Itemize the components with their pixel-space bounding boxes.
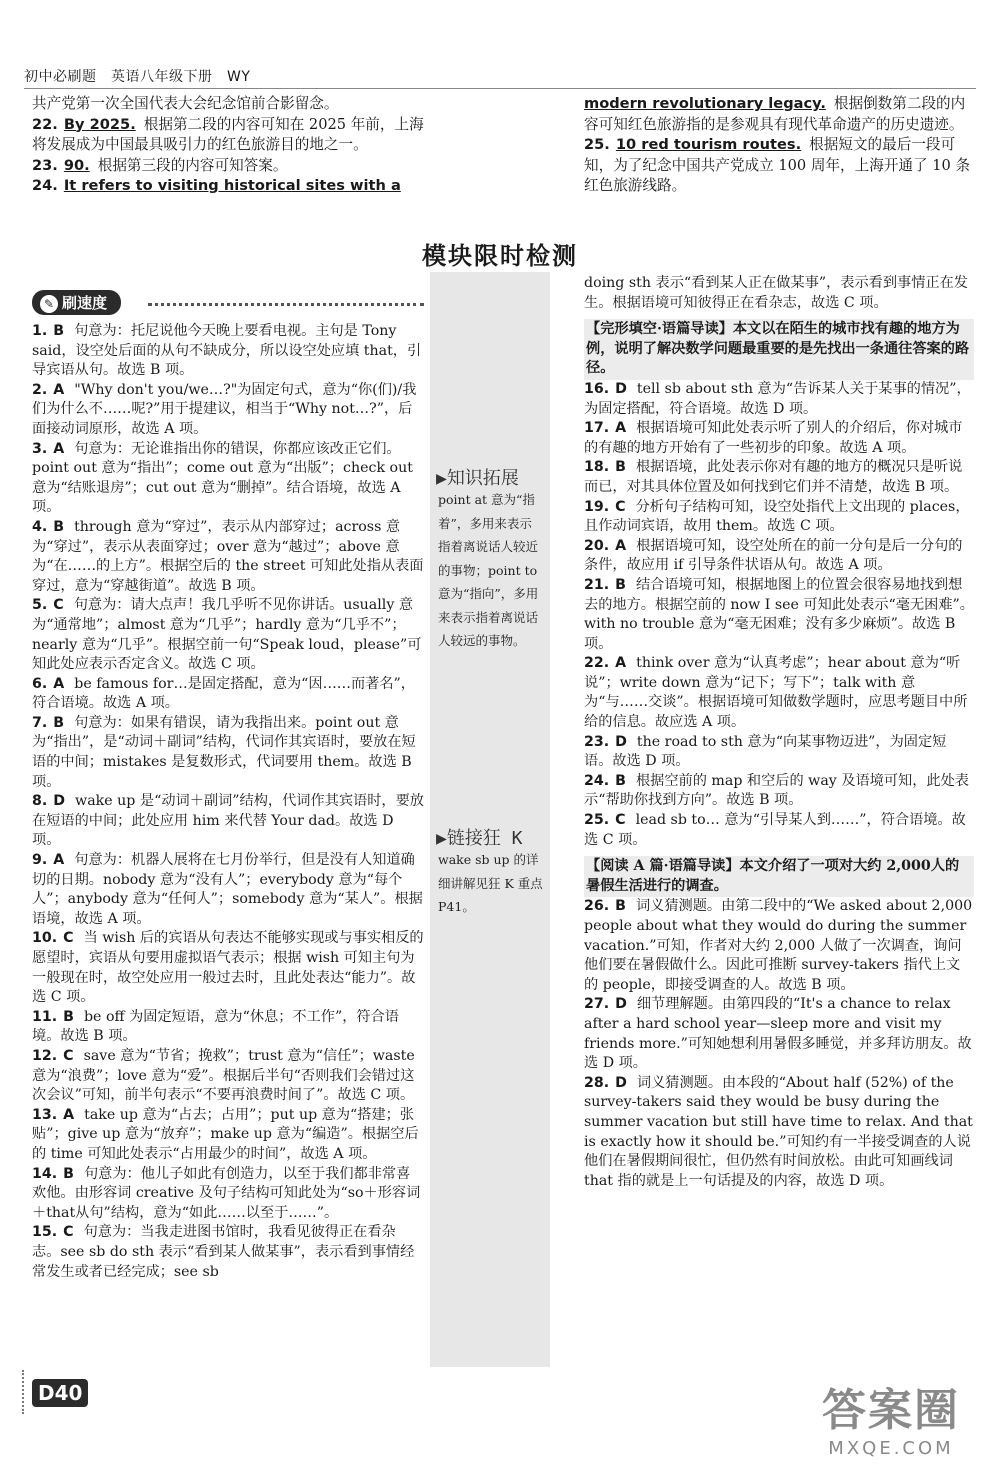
answer-explanation: lead sb to… 意为“引导某人到……”，符合语境。故选 C 项。 [584, 812, 966, 848]
item-number: 27. [584, 996, 610, 1013]
answer-explanation: 句意为：如果有错误，请为我指出来。point out 意为“指出”，是“动词＋副词”结构，代词作其宾语时，要放在短语的中间；mistakes 是复数形式，代词要用 them。故选 B 项。 [32, 714, 416, 790]
logo-text: 答案圈 [822, 1385, 960, 1436]
answer-text: 共产党第一次全国代表大会纪念馆前合影留念。 [32, 95, 339, 112]
answer-explanation: save 意为“节省；挽救”；trust 意为“信任”；waste 意为“浪费”；love 意为“爱”。根据后半句“否则我们会错过这次会议”可知，前半句表示“不要再浪费时间了”。故选 C 项。 [32, 1047, 415, 1104]
knowledge-text: point at 意为“指着”，多用来表示指着离说话人较近的事物；point to 意为“指向”，多用来表示指着离说话人较远的事物。 [438, 492, 539, 648]
answer-explanation: wake up 是“动词＋副词”结构，代词作其宾语时，要放在短语的中间；此处应用 him 来代替 Your dad。故选 D 项。 [32, 793, 424, 849]
answer-explanation: 根据语境可知此处表示听了别人的介绍后，你对城市的有趣的地方开始有了一些初步的印象。故选 A 项。 [584, 420, 963, 456]
answer-explanation: "Why don't you/we…?"为固定句式，意为“你(们)/我们为什么不……呢?”用于提建议，相当于“Why not…?”，后面接动词原形，故选 A 项。 [32, 381, 417, 437]
answer-letter: D [615, 380, 627, 397]
top-right-column [584, 94, 974, 197]
pill-label: 刷速度 [62, 294, 108, 312]
answer-explanation: take up 意为“占去；占用”；put up 意为“搭建；张贴”；give up 意为“放弃”；make up 意为“编造”。根据空后的 time 可知此处表示“占用最少的时间”，故选 A 项。 [32, 1106, 419, 1162]
item-number: 6. [32, 675, 48, 692]
answer-item [32, 714, 424, 792]
answer-item [32, 156, 424, 177]
answer-explanation: 句意为：机器人展将在七月份举行，但是没有人知道确切的日期。nobody 意为“没有人”；everybody 意为“每个人”；anybody 意为“任何人”；somebody 意为“某人”。根据语境，故选 A 项。 [32, 852, 423, 927]
answer-letter: C [53, 597, 64, 614]
item-number: 15. [32, 1224, 58, 1241]
answer-key: By 2025. [63, 115, 136, 133]
continued-text: doing sth 表示“看到某人正在做某事”，表示看到事情正在发生。根据语境可知彼得正在看杂志，故选 C 项。 [584, 275, 968, 311]
item-number: 8. [32, 793, 48, 810]
answer-text: 根据倒数第二段的内容可知红色旅游指的是参观具有现代革命遗产的历史遗迹。 [584, 95, 966, 133]
answer-item [584, 654, 974, 732]
answer-explanation: the road to sth 意为“向某事物迈进”，为固定短语。故选 D 项。 [584, 733, 947, 770]
answer-explanation: tell sb about sth 意为“告诉某人关于某事的情况”，为固定搭配，符合语境。故选 D 项。 [584, 380, 971, 417]
knowledge-heading: ▶知识拓展 [436, 468, 519, 489]
answer-letter: A [63, 1106, 75, 1123]
footer-marker [22, 1370, 30, 1414]
answer-explanation: 细节理解题。由第四段的“It's a chance to relax after a hard school year—sleep more and visit my friends more.”可知她想利用暑假多睡觉，并多拜访朋友。故选 D 项。 [584, 996, 972, 1072]
answer-item [32, 440, 424, 518]
item-number: 25. [584, 136, 610, 153]
item-number: 18. [584, 459, 610, 476]
item-number: 25. [584, 812, 610, 829]
item-number: 1. [32, 323, 48, 339]
answer-item [584, 772, 974, 811]
item-number: 28. [584, 1074, 610, 1091]
item-number: 21. [584, 576, 610, 593]
item-number: 2. [32, 381, 48, 398]
answer-letter: A [615, 420, 627, 437]
answer-letter: B [615, 772, 626, 789]
answer-letter: B [53, 714, 65, 731]
right-answers-column [584, 274, 974, 1191]
answer-item [32, 1047, 424, 1106]
reading-answers [584, 897, 974, 1191]
answer-explanation: 句意为：请大点声！我几乎听不见你讲话。usually 意为“通常地”；almost 意为“几乎”；hardly 意为“几乎不”；nearly 意为“几乎”。根据空前一句“Speak loud，please”可知此处应表示否定含义。故选 C 项。 [32, 597, 422, 673]
answer-letter: A [615, 537, 627, 554]
answer-item [584, 135, 974, 197]
item-number: 16. [584, 380, 610, 397]
answer-letter: A [53, 381, 65, 398]
answer-letter: C [63, 1047, 74, 1064]
dotted-divider [148, 303, 424, 306]
answer-item [32, 851, 424, 929]
item-number: 24. [32, 177, 58, 194]
answer-item [32, 381, 424, 440]
answer-item [584, 380, 974, 419]
answer-letter: D [615, 1074, 627, 1091]
answer-item [32, 1223, 424, 1282]
answer-item [32, 792, 424, 851]
answer-item [32, 929, 424, 1007]
answer-explanation: think over 意为“认真考虑”；hear about 意为“听说”；write down 意为“记下；写下”；talk with 意为“与……交谈”。根据语境可知做数学题时，应思考题目中所给的信息。故应选 A 项。 [584, 655, 968, 731]
answer-key: 10 red tourism routes. [615, 136, 802, 153]
answer-explanation: 当 wish 后的宾语从句表达不能够实现或与事实相反的愿望时，宾语从句要用虚拟语气表示；根据 wish 可知主句为一般现在时，故空处应用一般过去时，且此处表达“能力”。故选 C 项。 [32, 930, 424, 1006]
answer-letter: B [53, 518, 65, 535]
item-number: 7. [32, 714, 48, 731]
item-number: 19. [584, 498, 610, 515]
answer-item [584, 811, 974, 850]
answer-explanation: 结合语境可知，根据地图上的位置会很容易地找到想去的地方。根据空前的 now I see 可知此处表示“毫无困难”。with no trouble 意为“毫无困难；没有多少麻烦”。故选 B 项。 [584, 576, 974, 652]
item-number: 9. [32, 852, 48, 869]
section-title: 模块限时检测 [422, 242, 578, 270]
answer-explanation: 词义猜测题。由第二段中的“We asked about 2,000 people about what they would do during the summer vacation.”可知，作者对大约 2,000 人做了一次调查，询问他们要在暑假做什么。因此可推断 survey-takers 指代上文的 people，即接受调查的人。故选 B 项。 [584, 898, 973, 993]
answer-item [584, 995, 974, 1073]
link-text: wake sb up 的详细讲解见狂 K 重点P41。 [438, 852, 543, 914]
answer-item [32, 176, 424, 197]
item-number: 22. [32, 115, 58, 133]
answer-explanation: be off 为固定短语，意为“休息；不工作”，符合语境。故选 B 项。 [32, 1008, 399, 1045]
item-number: 12. [32, 1047, 58, 1064]
item-number: 22. [584, 655, 610, 672]
item-number: 13. [32, 1106, 58, 1123]
answer-letter: B [63, 1008, 74, 1025]
answer-explanation: 根据语境可知，设空处所在的前一分句是后一分句的条件，故应用 if 引导条件状语从句。故选 A 项。 [584, 537, 963, 574]
item-number: 17. [584, 420, 610, 437]
answer-item [32, 94, 424, 115]
answer-key: It refers to visiting historical sites with a [63, 177, 401, 194]
answer-text: 根据短文的最后一段可知，为了纪念中国共产党成立 100 周年，上海开通了 10 条红色旅游线路。 [584, 136, 971, 194]
answer-letter: B [615, 898, 626, 915]
answer-letter: C [63, 930, 74, 947]
answer-letter: A [53, 852, 65, 869]
answer-item [584, 1074, 974, 1192]
side-notes-panel [430, 272, 550, 1367]
answer-letter: B [53, 323, 65, 339]
answer-item [584, 537, 974, 576]
answer-explanation: be famous for…是固定搭配，意为“因……而著名”，符合语境。故选 A 项。 [32, 675, 415, 712]
top-left-column [32, 94, 424, 197]
left-answers-column [32, 322, 424, 1282]
cloze-guide-box: 【完形填空·语篇导读】本文以在陌生的城市找有趣的地方为例，说明了解决数学问题最重要的是先找出一条通往答案的路径。 [584, 319, 974, 380]
speed-label-pill [32, 290, 121, 315]
answer-letter: C [63, 1224, 74, 1241]
item-number: 10. [32, 930, 58, 947]
answer-explanation: 句意为：他儿子如此有创造力，以至于我们都非常喜欢他。由形容词 creative 及句子结构可知此处为“so＋形容词＋that从句”结构，意为“如此……以至于……”。 [32, 1165, 421, 1221]
logo-subtext: MXQE.COM [828, 1438, 954, 1459]
site-logo [822, 1374, 960, 1459]
item-number: 11. [32, 1008, 58, 1025]
header-rule [24, 88, 976, 89]
item-number: 24. [584, 772, 610, 789]
running-header: 初中必刷题 英语八年级下册 WY [24, 69, 251, 85]
item-number: 14. [32, 1165, 58, 1182]
item-number: 3. [32, 440, 48, 457]
answer-letter: D [615, 996, 627, 1013]
reading-guide-box: 【阅读 A 篇·语篇导读】本文介绍了一项对大约 2,000人的暑假生活进行的调查。 [584, 856, 974, 897]
cloze-answers [584, 380, 974, 850]
answer-item [584, 498, 974, 537]
item-number: 20. [584, 537, 610, 554]
item-number: 23. [584, 733, 610, 750]
speed-pill [32, 290, 121, 315]
answer-explanation: 词义猜测题。由本段的“About half (52%) of the survey-takers said they would be busy during the summer vacation but still have time to relax. And that is exactly how it should be.”可知约有一半接受调查的人说他们在暑假期间很忙，但仍然有时间放松。由此可知画线词 that 指的就是上一句话提及的内容，故选 D 项。 [584, 1074, 973, 1189]
answer-item [32, 675, 424, 714]
answer-item [32, 1008, 424, 1047]
answer-item [584, 733, 974, 772]
answer-text: 根据第二段的内容可知在 2025 年前，上海将发展成为中国最具吸引力的红色旅游目的地之一。 [32, 115, 424, 153]
answer-explanation: 句意为：当我走进图书馆时，我看见彼得正在看杂志。see sb do sth 表示“看到某人做某事”，表示看到事情经常发生或者已经完成；see sb [32, 1224, 415, 1280]
answer-letter: B [615, 576, 626, 593]
answer-explanation: 根据语境，此处表示你对有趣的地方的概况只是听说而已，对其具体位置及如何找到它们并不清楚，故选 B 项。 [584, 459, 963, 495]
answer-key: modern revolutionary legacy. [584, 95, 826, 112]
answer-item [32, 1165, 424, 1224]
answer-key: 90. [63, 156, 90, 174]
answer-letter: C [615, 498, 626, 515]
answer-item [32, 115, 424, 156]
answer-item [32, 596, 424, 674]
answer-letter: C [615, 812, 626, 829]
pen-icon: ✎ [40, 295, 58, 313]
answer-explanation: 根据空前的 map 和空后的 way 及语境可知，此处表示“帮助你找到方向”。故选 B 项。 [584, 772, 969, 809]
answer-explanation: through 意为“穿过”，表示从内部穿过；across 意为“穿过”，表示从表面穿过；over 意为“越过”；above 意为“在……的上方”。根据空后的 the street 可知此处指从表面穿过，意为“穿越街道”。故选 B 项。 [32, 518, 424, 594]
answer-explanation: 句意为：托尼说他今天晚上要看电视。主句是 Tony said，设空处后面的从句不缺成分，所以设空处应填 that，引导宾语从句。故选 B 项。 [32, 323, 422, 379]
link-heading: ▶链接狂 K [436, 828, 523, 849]
answer-letter: B [615, 459, 626, 476]
answer-explanation: 句意为：无论谁指出你的错误，你都应该改正它们。point out 意为“指出”；come out 意为“出版”；check out 意为“结账退房”；cut out 意为“删掉”。结合语境，故选 A 项。 [32, 440, 413, 516]
item-number: 4. [32, 518, 48, 535]
answer-item [584, 897, 974, 995]
answer-text: 根据第三段的内容可知答案。 [97, 156, 288, 174]
page-number: D40 [32, 1379, 88, 1407]
item-number: 26. [584, 898, 610, 915]
answer-letter: B [63, 1165, 74, 1182]
answer-letter: A [53, 675, 65, 692]
answer-explanation: 分析句子结构可知，设空处指代上文出现的 places，且作动词宾语，故用 them。故选 C 项。 [584, 498, 970, 535]
answer-item [32, 1106, 424, 1165]
item-number: 23. [32, 156, 58, 174]
answer-item [584, 458, 974, 497]
answer-item [32, 518, 424, 596]
answer-item [584, 576, 974, 654]
answer-item [32, 322, 424, 381]
answer-item [584, 419, 974, 458]
answer-letter: A [615, 655, 627, 672]
answer-item [584, 94, 974, 135]
item-number: 5. [32, 597, 48, 614]
answer-letter: A [53, 440, 65, 457]
answer-letter: D [53, 793, 66, 810]
answer-letter: D [615, 733, 627, 750]
